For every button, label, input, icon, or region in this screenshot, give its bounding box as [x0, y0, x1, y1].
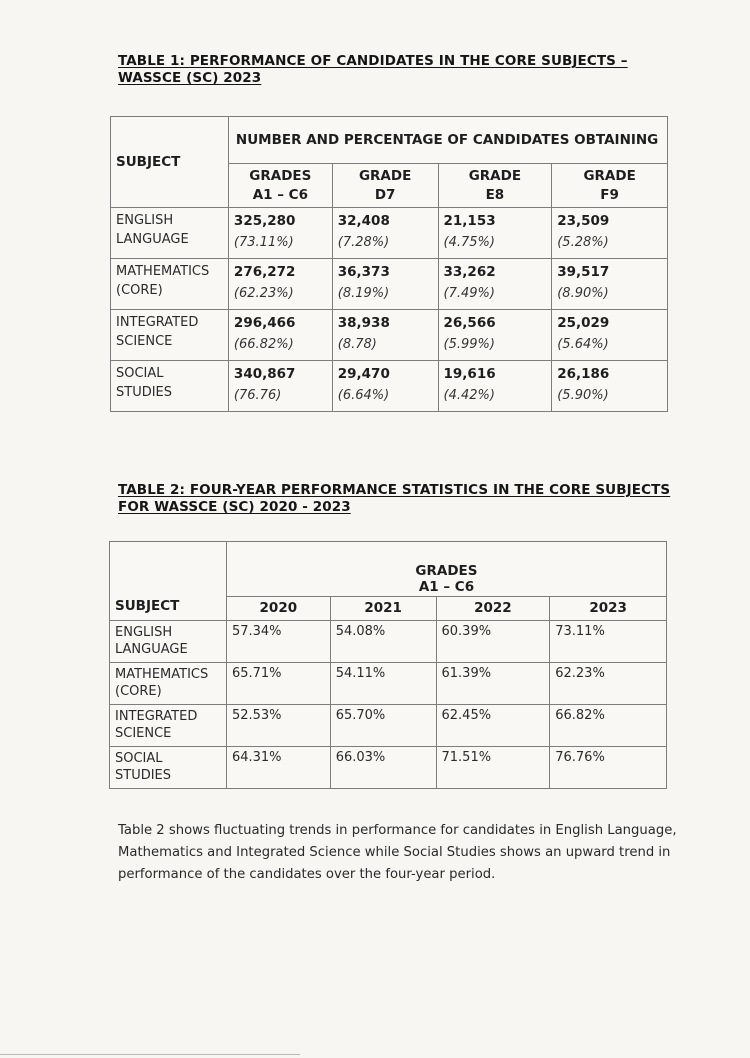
value-cell: 276,272 (62.23%) [228, 259, 332, 310]
table-row [110, 705, 667, 747]
grade-header-a1-c6: GRADES A1 – C6 [228, 164, 332, 208]
table-row [110, 747, 667, 789]
subject-cell: ENGLISH LANGUAGE [110, 621, 227, 663]
table1-span-header: NUMBER AND PERCENTAGE OF CANDIDATES OBTAINING [228, 117, 667, 164]
year-header-2021: 2021 [330, 596, 436, 620]
table2-subject-header: SUBJECT [110, 542, 227, 621]
subject-cell: MATHEMATICS (CORE) [111, 259, 229, 310]
percentage-cell: 57.34% [226, 621, 330, 663]
table1-subject-header: SUBJECT [111, 117, 229, 208]
value-cell: 38,938 (8.78) [332, 310, 438, 361]
percentage-cell: 52.53% [226, 705, 330, 747]
table-row [111, 259, 668, 310]
percentage-cell: 61.39% [436, 663, 550, 705]
percentage-cell: 66.03% [330, 747, 436, 789]
four-year-performance-table [109, 541, 667, 789]
footer-divider [0, 1054, 300, 1055]
percentage-cell: 64.31% [226, 747, 330, 789]
table-row [111, 361, 668, 412]
core-subjects-performance-table [110, 116, 668, 412]
value-cell: 29,470 (6.64%) [332, 361, 438, 412]
value-cell: 23,509 (5.28%) [552, 208, 668, 259]
table-row [111, 208, 668, 259]
table2-header-row [110, 542, 667, 597]
percentage-cell: 54.11% [330, 663, 436, 705]
table1-header-row [111, 117, 668, 164]
percentage-cell: 65.71% [226, 663, 330, 705]
value-cell: 340,867 (76.76) [228, 361, 332, 412]
value-cell: 25,029 (5.64%) [552, 310, 668, 361]
percentage-cell: 62.23% [550, 663, 667, 705]
percentage-cell: 62.45% [436, 705, 550, 747]
value-cell: 32,408 (7.28%) [332, 208, 438, 259]
percentage-cell: 65.70% [330, 705, 436, 747]
year-header-2023: 2023 [550, 596, 667, 620]
subject-cell: ENGLISH LANGUAGE [111, 208, 229, 259]
table-row [110, 621, 667, 663]
subject-cell: SOCIAL STUDIES [111, 361, 229, 412]
year-header-2020: 2020 [226, 596, 330, 620]
percentage-cell: 66.82% [550, 705, 667, 747]
table2-title: TABLE 2: FOUR-YEAR PERFORMANCE STATISTICS IN THE CORE SUBJECTS FOR WASSCE (SC) 2020 - 2023 [118, 482, 671, 515]
value-cell: 33,262 (7.49%) [438, 259, 552, 310]
subject-cell: INTEGRATED SCIENCE [111, 310, 229, 361]
grade-header-e8: GRADE E8 [438, 164, 552, 208]
value-cell: 21,153 (4.75%) [438, 208, 552, 259]
value-cell: 325,280 (73.11%) [228, 208, 332, 259]
subject-cell: SOCIAL STUDIES [110, 747, 227, 789]
table-row [110, 663, 667, 705]
grade-header-f9: GRADE F9 [552, 164, 668, 208]
percentage-cell: 54.08% [330, 621, 436, 663]
subject-cell: MATHEMATICS (CORE) [110, 663, 227, 705]
year-header-2022: 2022 [436, 596, 550, 620]
percentage-cell: 73.11% [550, 621, 667, 663]
percentage-cell: 76.76% [550, 747, 667, 789]
value-cell: 19,616 (4.42%) [438, 361, 552, 412]
subject-cell: INTEGRATED SCIENCE [110, 705, 227, 747]
table2-span-header: GRADES A1 – C6 [226, 542, 666, 597]
value-cell: 36,373 (8.19%) [332, 259, 438, 310]
grade-header-d7: GRADE D7 [332, 164, 438, 208]
percentage-cell: 60.39% [436, 621, 550, 663]
table-row [111, 310, 668, 361]
percentage-cell: 71.51% [436, 747, 550, 789]
table1-title: TABLE 1: PERFORMANCE OF CANDIDATES IN THE CORE SUBJECTS – WASSCE (SC) 2023 [118, 53, 628, 86]
value-cell: 26,186 (5.90%) [552, 361, 668, 412]
value-cell: 26,566 (5.99%) [438, 310, 552, 361]
value-cell: 296,466 (66.82%) [228, 310, 332, 361]
summary-paragraph: Table 2 shows fluctuating trends in performance for candidates in English Language, Mathematics and Integrated Science while Social Studies shows an upward trend in performance of the candidates over the four-year period. [118, 823, 677, 882]
value-cell: 39,517 (8.90%) [552, 259, 668, 310]
